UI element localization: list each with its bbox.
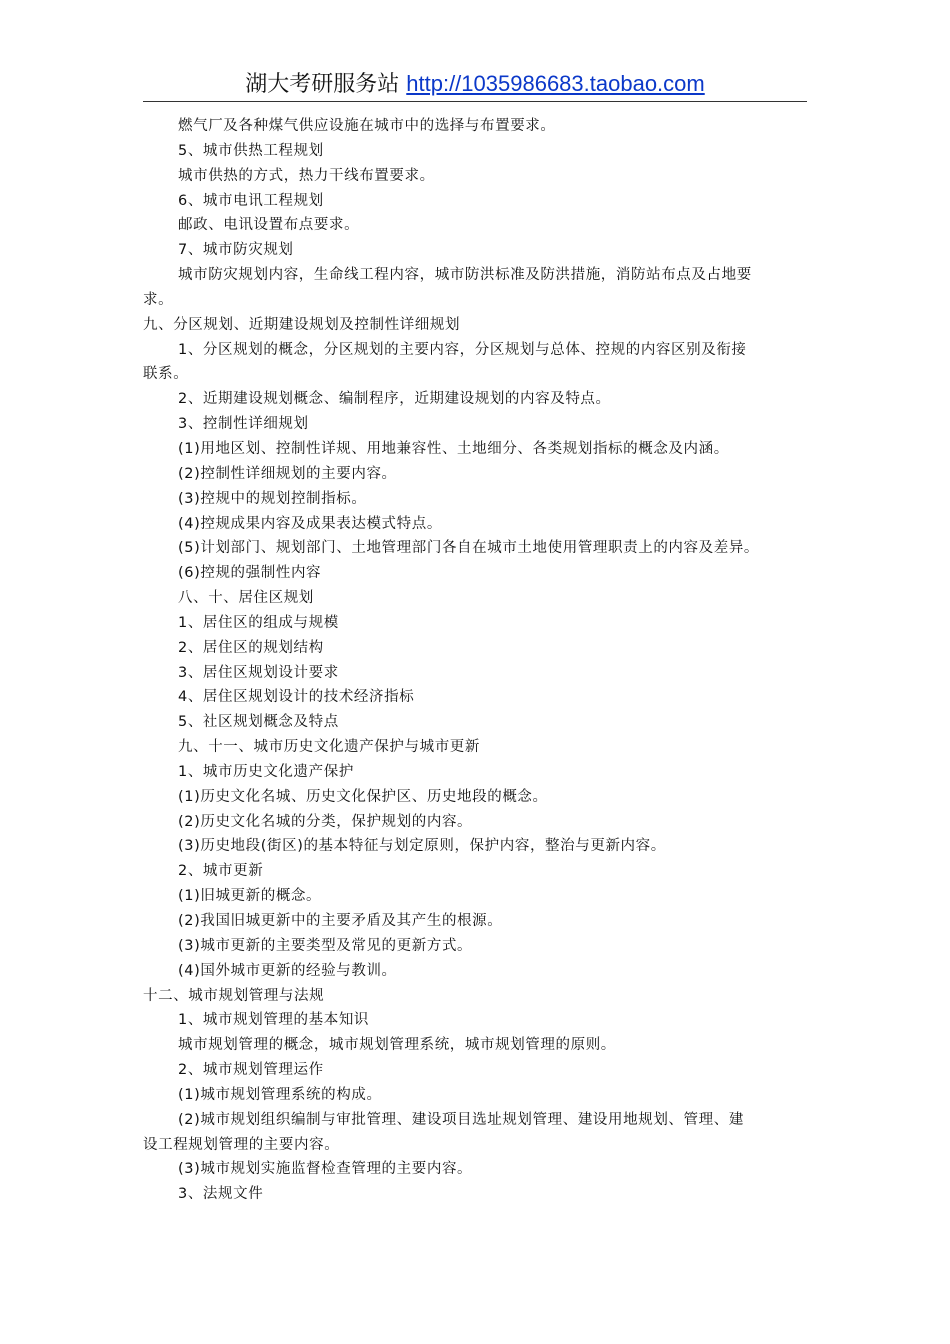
site-name: 湖大考研服务站: [245, 72, 400, 97]
text-line: (3)城市规划实施监督检查管理的主要内容。: [178, 1161, 473, 1178]
text-line: (4)控规成果内容及成果表达模式特点。: [178, 515, 442, 532]
header-rule: [143, 101, 807, 102]
text-line: 九、十一、城市历史文化遗产保护与城市更新: [178, 739, 480, 756]
text-line: 2、城市更新: [178, 863, 264, 880]
text-line: 1、居住区的组成与规模: [178, 614, 339, 631]
shop-link[interactable]: http://1035986683.taobao.com: [406, 71, 705, 96]
text-line: 7、城市防灾规划: [178, 242, 294, 259]
text-line: (1)城市规划管理系统的构成。: [178, 1086, 382, 1103]
text-line: 城市防灾规划内容，生命线工程内容，城市防洪标准及防洪措施，消防站布点及占地要: [178, 267, 752, 284]
text-line: 燃气厂及各种煤气供应设施在城市中的选择与布置要求。: [178, 118, 556, 134]
text-line: 设工程规划管理的主要内容。: [143, 1136, 340, 1153]
text-line: (6)控规的强制性内容: [178, 565, 322, 582]
text-line: 八、十、居住区规划: [178, 590, 314, 607]
text-line: 5、城市供热工程规划: [178, 142, 324, 159]
text-line: 3、居住区规划设计要求: [178, 664, 339, 681]
text-line: 1、城市规划管理的基本知识: [178, 1012, 370, 1029]
text-line: 2、近期建设规划概念、编制程序，近期建设规划的内容及特点。: [178, 391, 611, 408]
text-line: 6、城市电讯工程规划: [178, 192, 324, 209]
text-line: (1)历史文化名城、历史文化保护区、历史地段的概念。: [178, 788, 548, 805]
text-line: (3)城市更新的主要类型及常见的更新方式。: [178, 937, 473, 954]
text-line: (2)我国旧城更新中的主要矛盾及其产生的根源。: [178, 913, 503, 929]
text-line: 1、分区规划的概念，分区规划的主要内容，分区规划与总体、控规的内容区别及衔接: [178, 341, 747, 358]
text-line: 联系。: [143, 366, 189, 383]
text-line: 3、控制性详细规划: [178, 416, 309, 433]
document-body: [143, 114, 807, 1207]
text-line: 邮政、电讯设置布点要求。: [178, 217, 360, 234]
text-line: 城市供热的方式，热力干线布置要求。: [178, 167, 435, 184]
text-line: (4)国外城市更新的经验与教训。: [178, 962, 397, 979]
text-line: 城市规划管理的概念，城市规划管理系统，城市规划管理的原则。: [178, 1037, 616, 1054]
text-line: 十二、城市规划管理与法规: [143, 987, 325, 1004]
text-line: 2、居住区的规划结构: [178, 639, 324, 656]
text-line: (2)城市规划组织编制与审批管理、建设项目选址规划管理、建设用地规划、管理、建: [178, 1111, 744, 1128]
text-line: 求。: [143, 291, 174, 308]
text-line: 3、法规文件: [178, 1186, 264, 1203]
text-line: 1、城市历史文化遗产保护: [178, 763, 354, 780]
text-line: (1)用地区划、控制性详规、用地兼容性、土地细分、各类规划指标的概念及内涵。: [178, 440, 729, 457]
text-line: 4、居住区规划设计的技术经济指标: [178, 689, 415, 706]
text-line: (2)历史文化名城的分类，保护规划的内容。: [178, 813, 473, 830]
text-line: (1)旧城更新的概念。: [178, 888, 322, 905]
text-line: (3)历史地段(街区)的基本特征与划定原则，保护内容，整治与更新内容。: [178, 838, 666, 855]
text-line: (3)控规中的规划控制指标。: [178, 490, 367, 507]
text-line: (2)控制性详细规划的主要内容。: [178, 465, 397, 482]
text-line: 九、分区规划、近期建设规划及控制性详细规划: [143, 316, 461, 333]
text-line: 5、社区规划概念及特点: [178, 714, 339, 731]
text-line: (5)计划部门、规划部门、土地管理部门各自在城市土地使用管理职责上的内容及差异。: [178, 540, 760, 557]
page-header: [143, 68, 807, 101]
text-line: 2、城市规划管理运作: [178, 1062, 324, 1079]
